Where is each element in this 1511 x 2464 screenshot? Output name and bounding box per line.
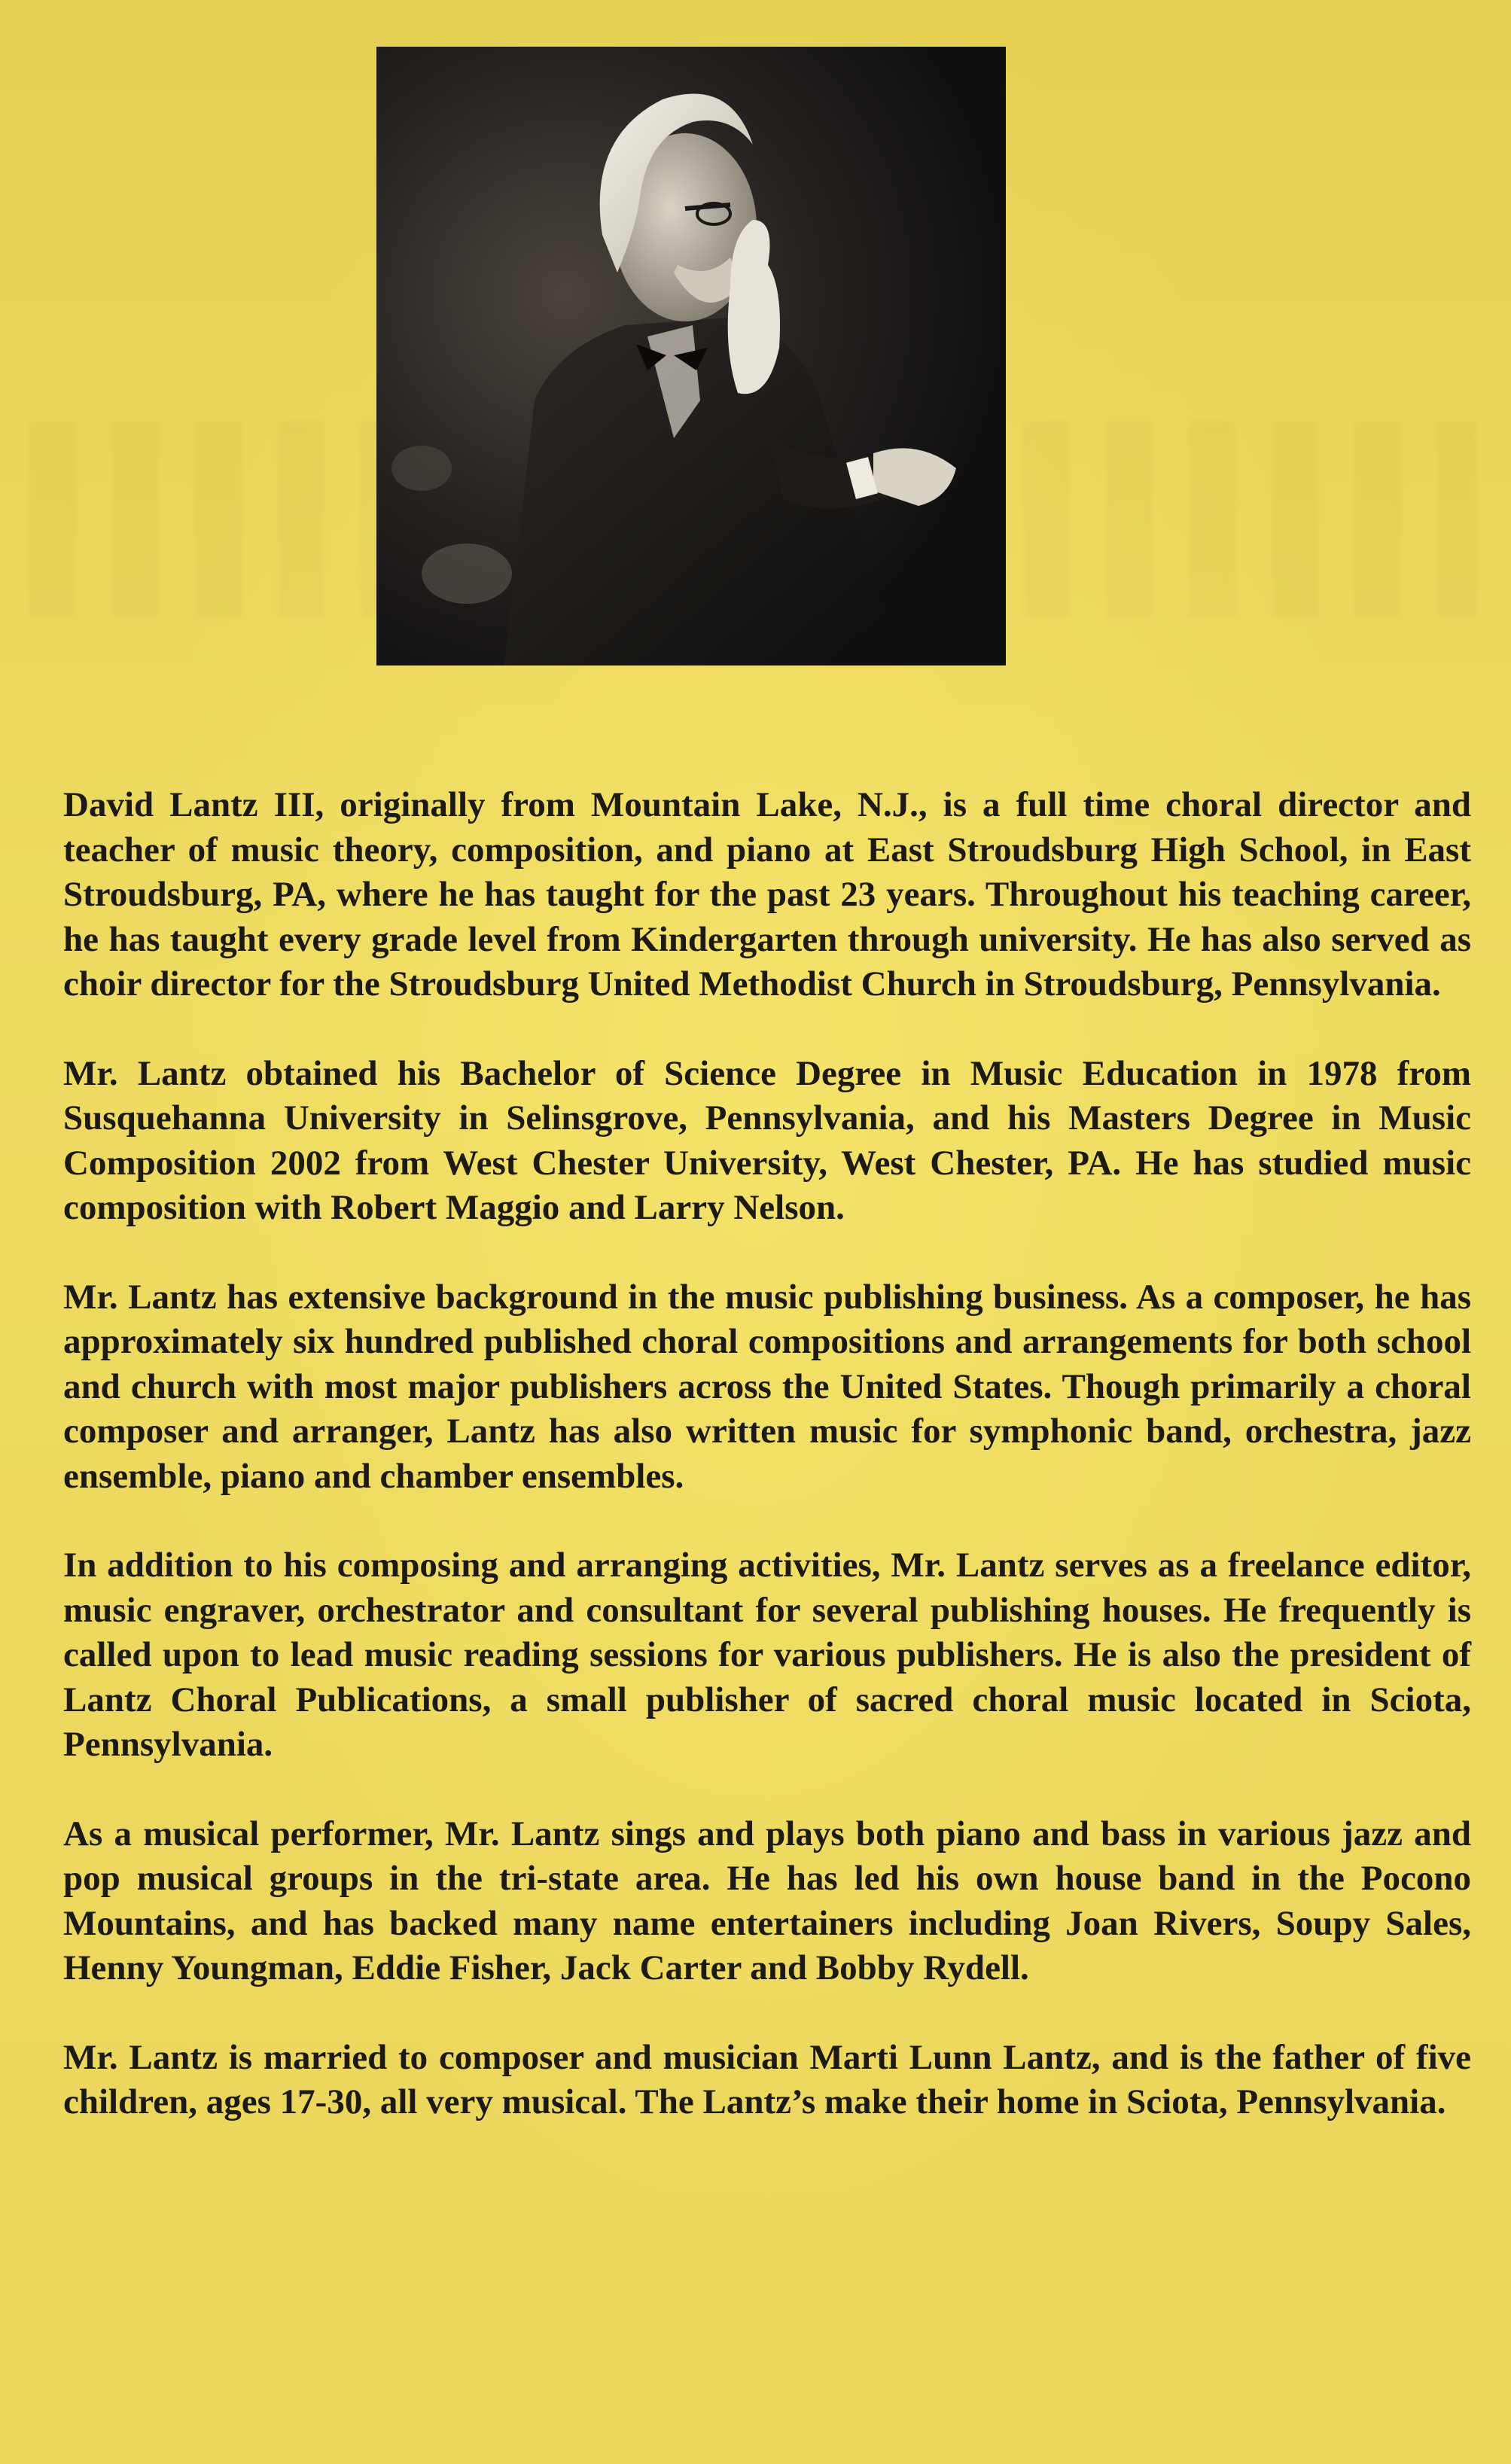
bio-paragraph-1 <box>63 783 1471 1007</box>
bio-paragraph-2: Mr. Lantz obtained his Bachelor of Science Degree in Music Education in 1978 from Susquehanna University in Selinsgrove, Pennsylvania, and his Masters Degree in Music Composition 2002 from West Chester University, West Chester, PA. He has studied music composition with Robert Maggio and Larry Nelson. <box>63 1053 1471 1227</box>
bio-paragraph-5: As a musical performer, Mr. Lantz sings and plays both piano and bass in various jazz and pop musical groups in the tri-state area. He has led his own house band in the Pocono Mountains, and has backed many name entertainers including Joan Rivers, Soupy Sales, Henny Youngman, Eddie Fisher, Jack Carter and Bobby Rydell. <box>63 1814 1471 1987</box>
bio-paragraph-4: In addition to his composing and arranging activities, Mr. Lantz serves as a freelance editor, music engraver, orchestrator and consultant for several publishing houses. He frequently is called upon to lead music reading sessions for various publishers. He is also the president of Lantz Choral Publications, a small publisher of sacred choral music located in Sciota, Pennsylvania. <box>63 1546 1471 1764</box>
bio-paragraph-6: Mr. Lantz is married to composer and musician Marti Lunn Lantz, and is the father of five children, ages 17-30, all very musical. The Lantz’s make their home in Sciota, Pennsylvania. <box>63 2037 1471 2121</box>
biography <box>63 783 1471 2170</box>
bio-paragraph-3: Mr. Lantz has extensive background in the music publishing business. As a composer, he has approximately six hundred published choral compositions and arrangements for both school and church with most major publishers across the United States. Though primarily a choral composer and arranger, Lantz has also written music for symphonic band, orchestra, jazz ensemble, piano and chamber ensembles. <box>63 1277 1471 1496</box>
bio-paragraph-1-text: originally from Mountain Lake, N.J., is a full time choral director and teacher of music theory, composition, and piano at East Stroudsburg High School, in East Stroudsburg, PA, where he has taught for the past 23 years. Throughout his teaching career, he has taught every grade level from Kindergarten through university. He has also served as choir director for the Stroudsburg United Methodist Church in Stroudsburg, Pennsylvania. <box>63 785 1471 1004</box>
conductor-photo <box>376 47 1006 665</box>
bio-name: David Lantz III, <box>63 785 324 824</box>
